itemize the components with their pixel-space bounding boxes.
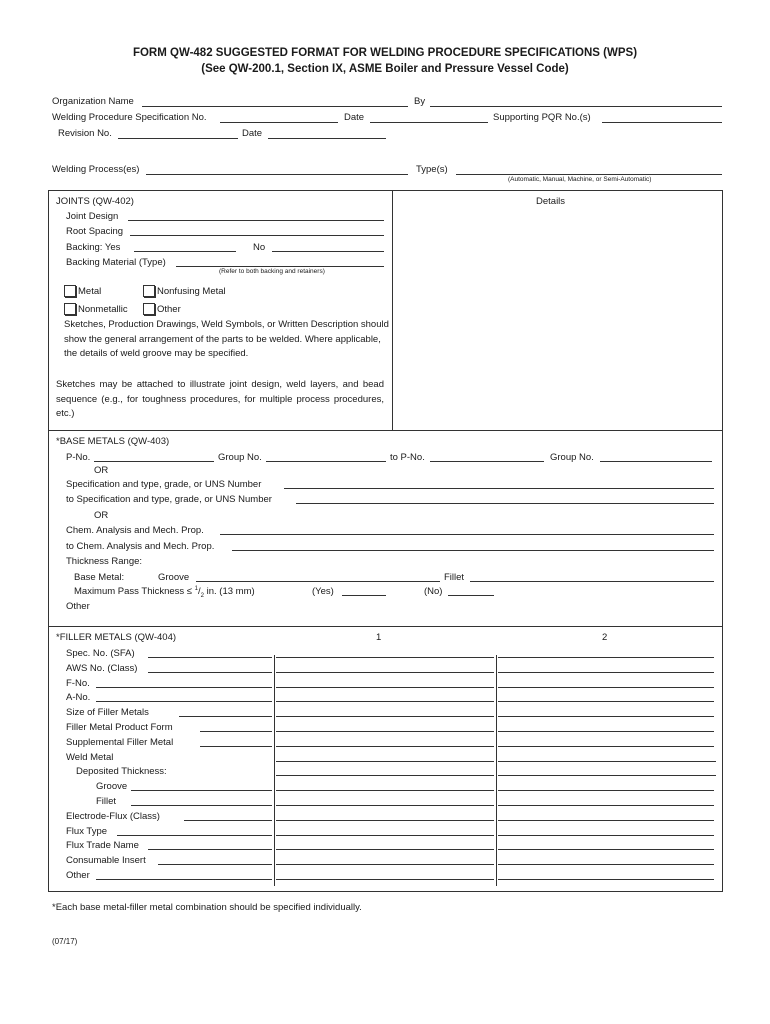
filler-cell[interactable] — [276, 879, 494, 880]
root-spacing-label: Root Spacing — [66, 226, 124, 237]
filler-cell[interactable] — [276, 672, 494, 673]
yes-field[interactable] — [342, 595, 386, 596]
pqr-field[interactable] — [602, 122, 722, 123]
org-name-field[interactable] — [142, 106, 408, 107]
filler-cell[interactable] — [498, 761, 716, 762]
filler-cell[interactable] — [498, 672, 714, 673]
thickness-label: Thickness Range: — [66, 556, 143, 567]
filler-row-leader — [148, 672, 272, 673]
spec-field[interactable] — [284, 488, 714, 489]
filler-row-leader — [179, 716, 272, 717]
filler-cell[interactable] — [498, 746, 714, 747]
metal-checkbox[interactable] — [64, 285, 76, 297]
groove-field[interactable] — [196, 581, 440, 582]
footnote: *Each base metal-filler metal combination should be specified individually. — [52, 902, 362, 913]
or2-label: OR — [94, 510, 109, 521]
backing-material-field[interactable] — [176, 266, 384, 267]
group-field[interactable] — [266, 461, 386, 462]
sketch-attachment-note: Sketches may be attached to illustrate joint design, weld layers, and bead sequence (e.g., for toughness procedures, for multiple process procedures, etc.) — [56, 379, 384, 419]
group2-field[interactable] — [600, 461, 712, 462]
nonfusing-checkbox[interactable] — [143, 285, 155, 297]
to-spec-label: to Specification and type, grade, or UNS Number — [66, 494, 272, 505]
filler-cell[interactable] — [276, 746, 494, 747]
filler-row-leader — [200, 746, 272, 747]
to-pno-label: to P-No. — [390, 452, 425, 463]
nonfusing-label: Nonfusing Metal — [157, 286, 226, 297]
filler-row-leader — [148, 849, 272, 850]
filler-cell[interactable] — [498, 835, 714, 836]
filler-col-1: 1 — [376, 632, 382, 643]
filler-cell[interactable] — [276, 687, 494, 688]
filler-cell[interactable] — [276, 864, 494, 865]
filler-cell[interactable] — [276, 775, 494, 776]
max-pass-label: Maximum Pass Thickness ≤ $^1/_2$ in. (13 mm) — [74, 586, 255, 600]
sketch-description: Sketches, Production Drawings, Weld Symbols, or Written Description should show the general arrangement of the parts to be welded. Where applicable, the details of weld groove may be specified. — [64, 319, 389, 359]
filler-cell[interactable] — [276, 657, 494, 658]
filler-row-label: Weld Metal — [66, 751, 114, 763]
groove-label: Groove — [158, 572, 190, 583]
base-metals-divider — [48, 430, 723, 431]
filler-cell[interactable] — [276, 835, 494, 836]
filler-cell[interactable] — [498, 657, 714, 658]
chem-label: Chem. Analysis and Mech. Prop. — [66, 525, 204, 536]
backing-yes-label: Backing: Yes — [66, 242, 121, 253]
spec-label: Specification and type, grade, or UNS Number — [66, 479, 262, 490]
filler-row-label: Flux Trade Name — [66, 840, 139, 852]
metal-label: Metal — [78, 286, 102, 297]
revision-date-label: Date — [242, 128, 263, 139]
group-label: Group No. — [218, 452, 262, 463]
by-field[interactable] — [430, 106, 722, 107]
filler-row-leader — [96, 687, 272, 688]
filler-cell[interactable] — [276, 805, 494, 806]
root-spacing-field[interactable] — [130, 235, 384, 236]
filler-row-leader — [131, 790, 272, 791]
filler-cell[interactable] — [276, 790, 494, 791]
filler-divider-2 — [496, 655, 497, 886]
wps-no-label: Welding Procedure Specification No. — [52, 112, 207, 123]
other-base-label: Other — [66, 601, 90, 612]
filler-cell[interactable] — [498, 820, 714, 821]
filler-row-label: A-No. — [66, 692, 91, 704]
types-label: Type(s) — [416, 164, 448, 175]
filler-cell[interactable] — [276, 716, 494, 717]
process-field[interactable] — [146, 174, 408, 175]
backing-note: (Refer to both backing and retainers) — [219, 268, 325, 275]
pno-label: P-No. — [66, 452, 91, 463]
joint-design-field[interactable] — [128, 220, 384, 221]
filler-row-label: F-No. — [66, 677, 90, 689]
to-chem-label: to Chem. Analysis and Mech. Prop. — [66, 541, 215, 552]
filler-metals-divider — [48, 626, 723, 627]
filler-row-label: AWS No. (Class) — [66, 662, 138, 674]
filler-row-label: Electrode-Flux (Class) — [66, 810, 160, 822]
or-label: OR — [94, 465, 109, 476]
wps-no-field[interactable] — [220, 122, 338, 123]
filler-cell[interactable] — [276, 849, 494, 850]
filler-cell[interactable] — [276, 701, 494, 702]
nonmetallic-checkbox[interactable] — [64, 303, 76, 315]
types-note: (Automatic, Manual, Machine, or Semi-Automatic) — [508, 176, 652, 183]
filler-row-leader — [200, 731, 272, 732]
other-label: Other — [157, 304, 181, 315]
filler-row-leader — [184, 820, 272, 821]
other-checkbox[interactable] — [143, 303, 155, 315]
to-chem-field[interactable] — [232, 550, 714, 551]
fillet-field[interactable] — [470, 581, 714, 582]
filler-cell[interactable] — [498, 864, 714, 865]
filler-cell[interactable] — [498, 687, 714, 688]
no-label: (No) — [424, 586, 443, 597]
nonmetallic-label: Nonmetallic — [78, 304, 128, 315]
group2-label: Group No. — [550, 452, 594, 463]
backing-no-label: No — [253, 242, 266, 253]
revision-field[interactable] — [118, 138, 238, 139]
filler-col-2: 2 — [602, 632, 608, 643]
revision-date-field[interactable] — [268, 138, 386, 139]
yes-label: (Yes) — [312, 586, 334, 597]
form-revision-code: (07/17) — [52, 937, 78, 946]
filler-row-label: Deposited Thickness: — [76, 766, 167, 778]
filler-row-leader — [131, 805, 272, 806]
joints-divider — [392, 190, 393, 430]
filler-row-leader — [158, 864, 272, 865]
filler-cell[interactable] — [498, 879, 714, 880]
joint-design-label: Joint Design — [66, 211, 119, 222]
to-spec-field[interactable] — [296, 503, 714, 504]
backing-material-label: Backing Material (Type) — [66, 257, 166, 268]
filler-row-label: Fillet — [96, 796, 117, 807]
date-label: Date — [344, 112, 365, 123]
chem-field[interactable] — [220, 534, 714, 535]
filler-row-label: Supplemental Filler Metal — [66, 736, 174, 748]
filler-metals-heading: *FILLER METALS (QW-404) — [56, 632, 177, 643]
date-field[interactable] — [370, 122, 488, 123]
by-label: By — [414, 96, 426, 107]
filler-cell[interactable] — [498, 716, 714, 717]
pqr-label: Supporting PQR No.(s) — [493, 112, 591, 123]
filler-row-label: Groove — [96, 781, 128, 793]
no-field[interactable] — [448, 595, 494, 596]
pno-field[interactable] — [94, 461, 214, 462]
filler-row-leader — [117, 835, 272, 836]
filler-row-leader — [96, 701, 272, 702]
filler-cell[interactable] — [498, 790, 714, 791]
filler-cell[interactable] — [498, 731, 714, 732]
filler-cell[interactable] — [498, 775, 716, 776]
org-name-label: Organization Name — [52, 96, 134, 107]
details-label: Details — [536, 196, 566, 207]
backing-yes-field[interactable] — [134, 251, 236, 252]
filler-row-label: Flux Type — [66, 825, 108, 837]
filler-row-label: Consumable Insert — [66, 855, 146, 867]
filler-cell[interactable] — [276, 820, 494, 821]
filler-row-label: Spec. No. (SFA) — [66, 648, 135, 659]
filler-cell[interactable] — [498, 849, 714, 850]
filler-divider-1 — [274, 655, 275, 886]
backing-no-field[interactable] — [272, 251, 384, 252]
filler-row-leader — [148, 657, 272, 658]
filler-cell[interactable] — [276, 731, 494, 732]
joints-heading: JOINTS (QW-402) — [56, 196, 134, 207]
filler-row-label: Size of Filler Metals — [66, 707, 149, 719]
form-title: FORM QW-482 SUGGESTED FORMAT FOR WELDING PROCEDURE SPECIFICATIONS (WPS) — [132, 47, 638, 59]
form-subtitle: (See QW-200.1, Section IX, ASME Boiler and Pressure Vessel Code) — [201, 63, 569, 75]
filler-row-leader — [96, 879, 272, 880]
types-field[interactable] — [456, 174, 722, 175]
fillet-label: Fillet — [444, 572, 465, 583]
filler-cell[interactable] — [276, 761, 494, 762]
filler-cell[interactable] — [498, 805, 714, 806]
revision-label: Revision No. — [58, 128, 112, 139]
filler-cell[interactable] — [498, 701, 714, 702]
filler-row-label: Other — [66, 870, 90, 881]
base-metals-heading: *BASE METALS (QW-403) — [56, 436, 170, 447]
to-pno-field[interactable] — [430, 461, 544, 462]
filler-row-label: Filler Metal Product Form — [66, 722, 173, 733]
base-metal-label: Base Metal: — [74, 572, 125, 583]
process-label: Welding Process(es) — [52, 164, 140, 175]
